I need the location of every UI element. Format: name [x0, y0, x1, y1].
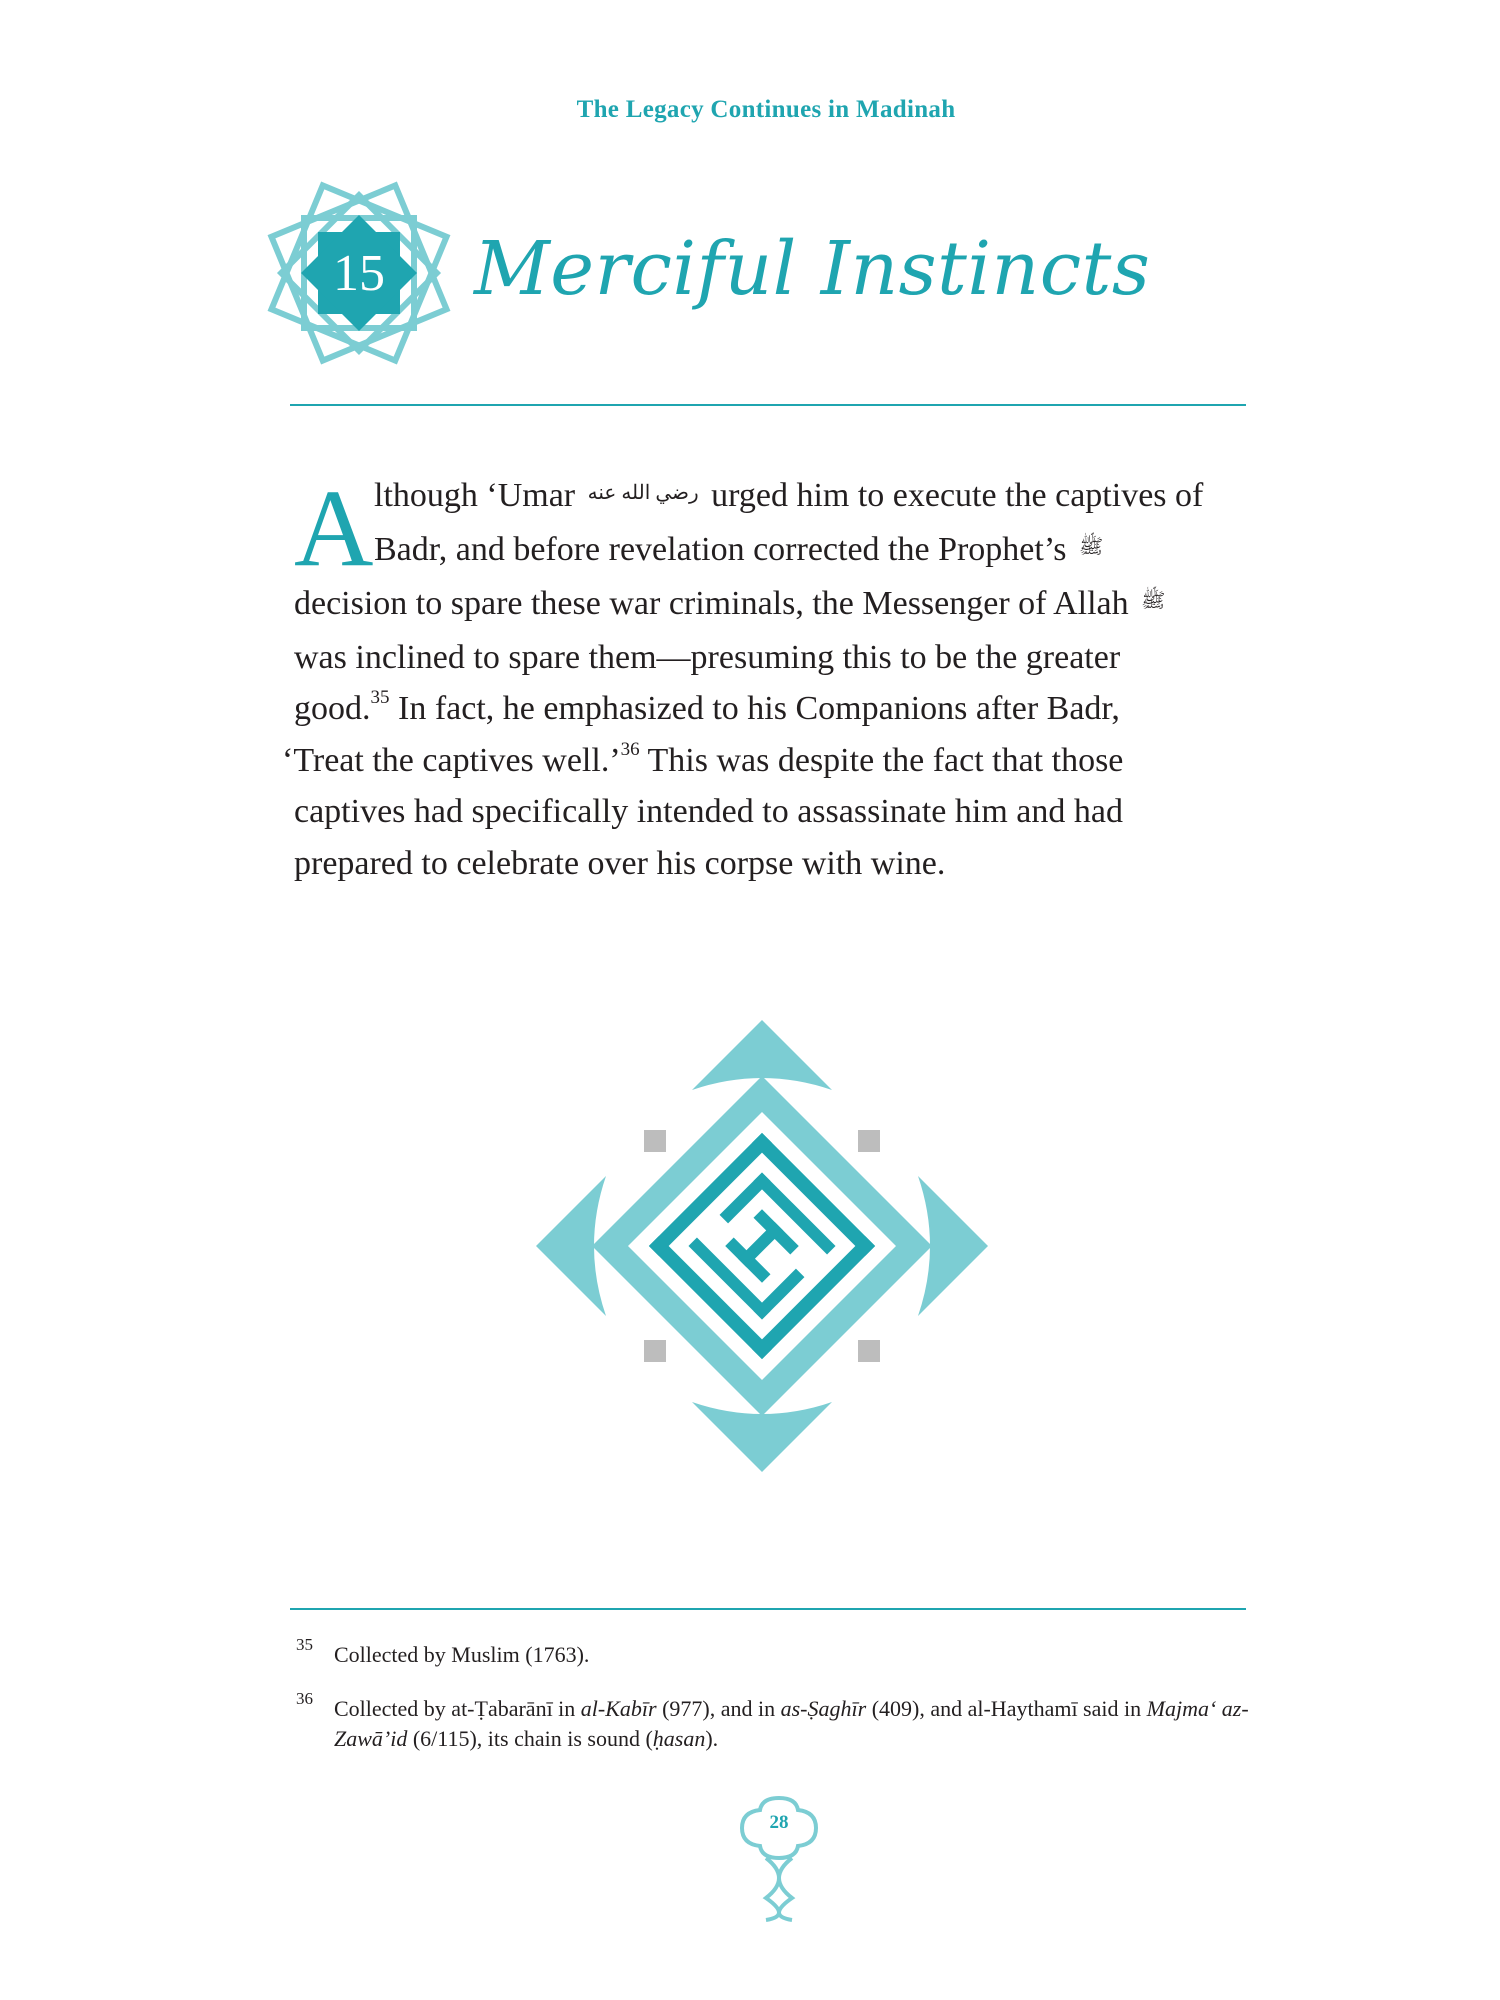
body-paragraph	[282, 467, 1244, 889]
drop-cap: A	[294, 467, 374, 589]
chapter-title: Merciful Instincts	[474, 226, 1151, 312]
text-line: decision to spare these war criminals, the Messenger of Allah ﷺ	[294, 578, 1244, 632]
honorific-glyph: ﷺ	[1141, 590, 1166, 613]
kufic-calligraphy-emblem	[532, 1016, 992, 1476]
text-line: lthough ‘Umar رضي الله عنه urged him to execute the captives of	[294, 470, 1244, 524]
text-line: prepared to celebrate over his corpse with wine.	[294, 844, 946, 882]
footnote-ref[interactable]: 36	[620, 738, 640, 760]
page-number: 28	[769, 1812, 789, 1833]
footnote-number: 36	[296, 1689, 313, 1708]
text-line: good.$^{35}$ In fact, he emphasized to his Companions after Badr,	[294, 687, 1120, 728]
text-line: ‘Treat the captives well.’$^{36}$ This was despite the fact that those	[282, 738, 1124, 779]
footnote	[296, 1635, 1264, 1670]
honorific-glyph: ﷺ	[1079, 536, 1104, 559]
chapter-number: 15	[333, 244, 385, 302]
running-head: The Legacy Continues in Madinah	[576, 96, 956, 123]
footnote-rule	[290, 1608, 1246, 1610]
text-line: Badr, and before revelation corrected the Prophet’s ﷺ	[294, 524, 1244, 578]
honorific-glyph: رضي الله عنه	[587, 482, 699, 505]
footnote	[296, 1689, 1264, 1754]
text-line: captives had specifically intended to assassinate him and had	[294, 793, 1123, 831]
footnote-text: Collected by at-Ṭabarānī in al-Kabīr (977), and in as-Ṣaghīr (409), and al-Haythamī said in Majma‘ az-Zawā’id (6/115), its chain is sound (ḥasan).	[334, 1696, 1249, 1751]
title-rule	[290, 404, 1246, 406]
text-line: was inclined to spare them—presuming this to be the greater	[294, 638, 1121, 676]
footnote-number: 35	[296, 1635, 313, 1654]
footnote-ref[interactable]: 35	[370, 687, 390, 709]
footnote-text: Collected by Muslim (1763).	[334, 1642, 590, 1667]
